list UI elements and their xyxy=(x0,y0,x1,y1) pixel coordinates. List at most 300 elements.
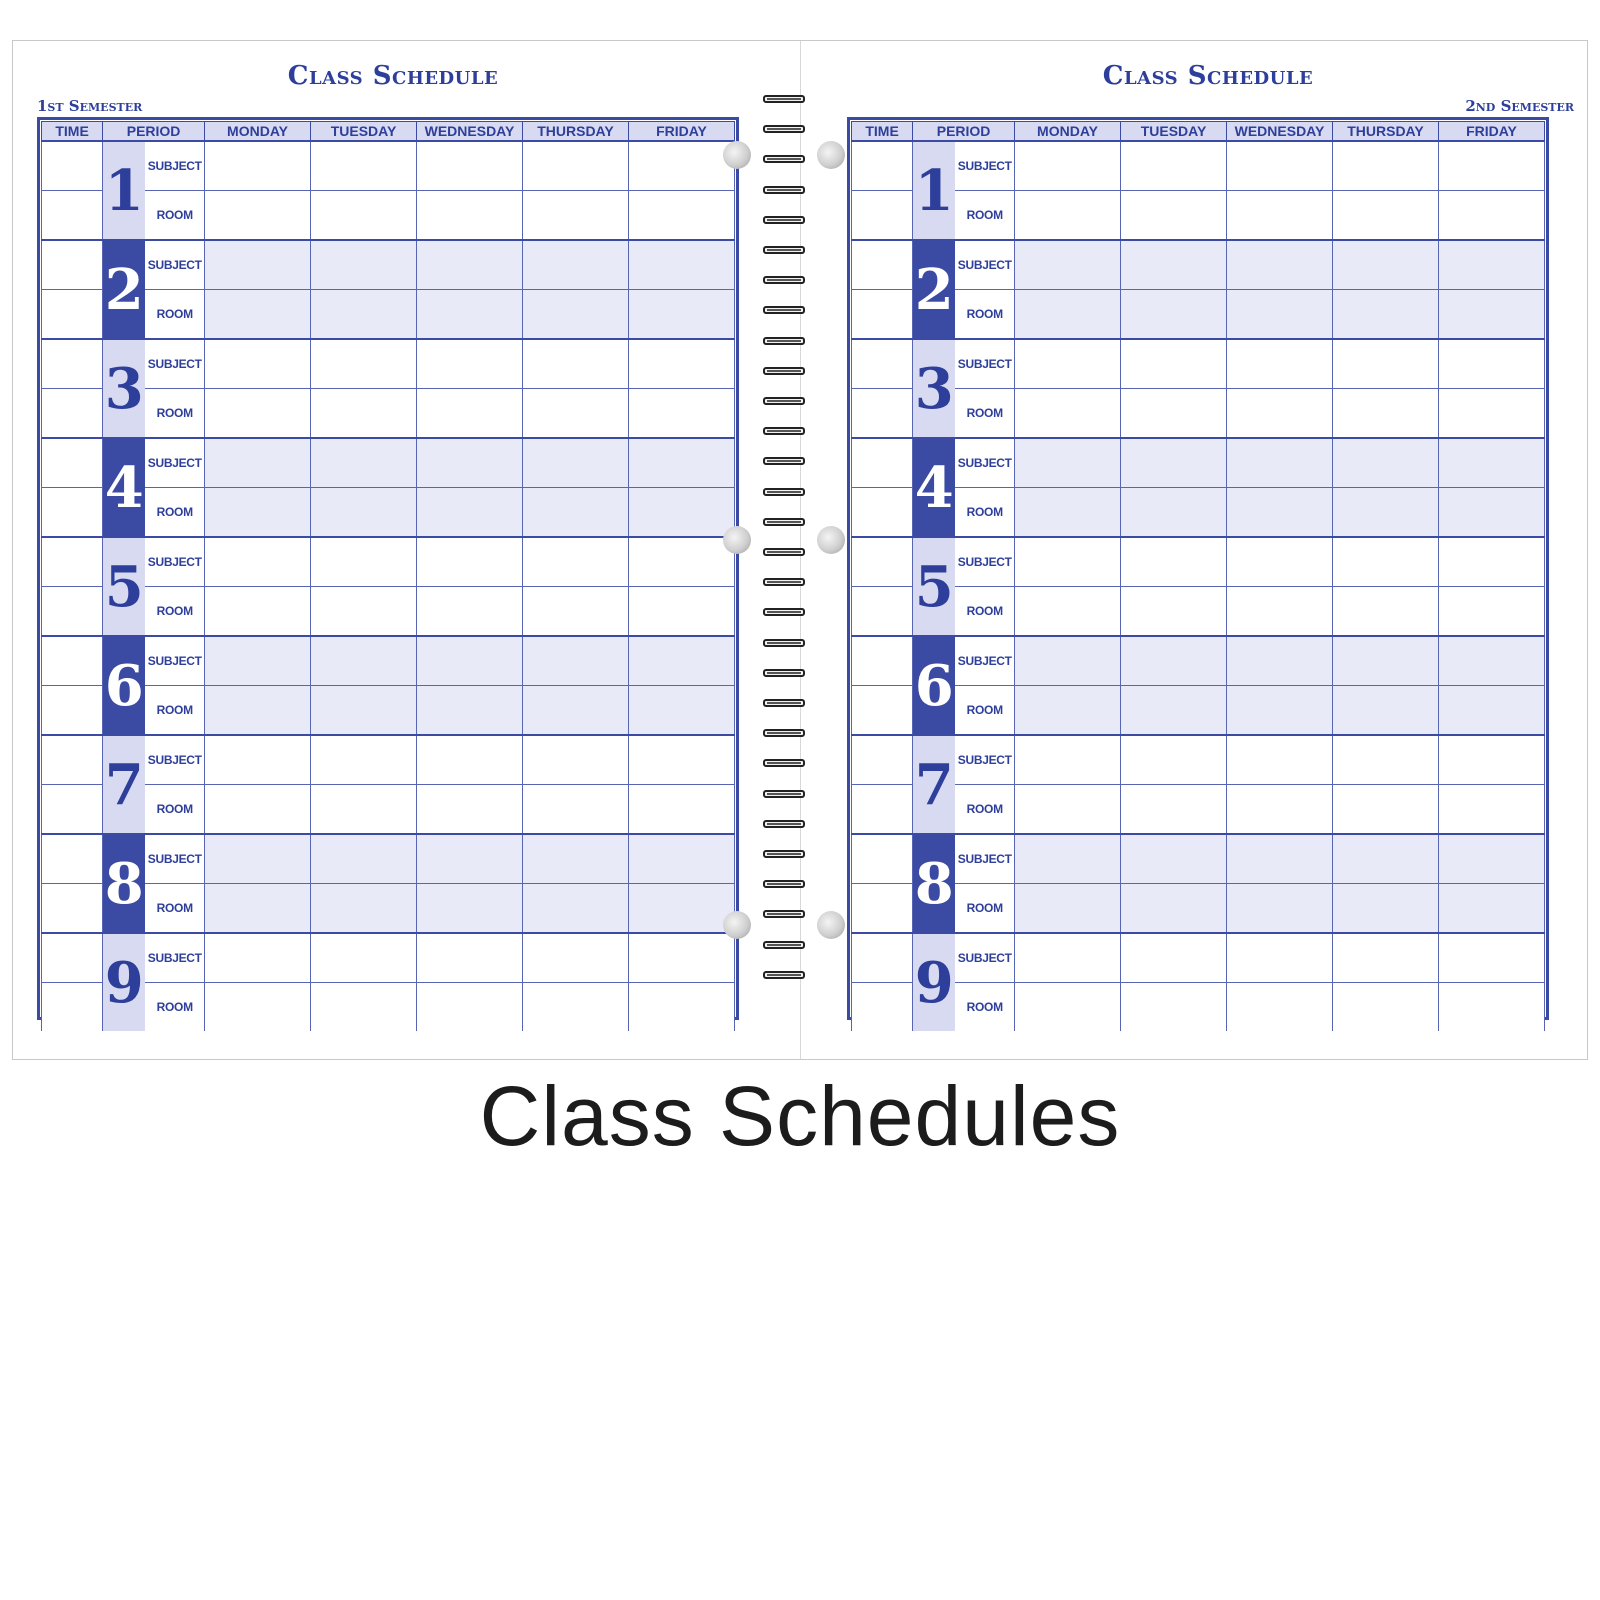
period-number: 8 xyxy=(103,834,146,933)
spiral-binding xyxy=(761,93,807,993)
subject-entry-cell[interactable] xyxy=(1332,834,1438,884)
subject-entry-cell[interactable] xyxy=(417,141,523,191)
room-entry-cell[interactable] xyxy=(1332,290,1438,340)
room-entry-cell[interactable] xyxy=(1227,488,1333,538)
subject-entry-cell[interactable] xyxy=(1438,933,1544,983)
room-entry-cell[interactable] xyxy=(522,983,628,1032)
room-entry-cell[interactable] xyxy=(417,389,523,439)
time-cell[interactable] xyxy=(852,290,913,340)
subject-entry-cell[interactable] xyxy=(1438,339,1544,389)
punch-hole xyxy=(723,141,751,169)
room-entry-cell[interactable] xyxy=(1121,785,1227,835)
subject-label: SUBJECT xyxy=(955,339,1014,389)
time-cell[interactable] xyxy=(42,191,103,241)
spiral-coil xyxy=(761,969,807,981)
room-entry-cell[interactable] xyxy=(205,290,311,340)
subject-entry-cell[interactable] xyxy=(205,933,311,983)
room-entry-cell[interactable] xyxy=(1121,191,1227,241)
room-entry-cell[interactable] xyxy=(1438,686,1544,736)
room-entry-cell[interactable] xyxy=(522,290,628,340)
time-cell[interactable] xyxy=(852,488,913,538)
spiral-coil xyxy=(761,304,807,316)
subject-entry-cell[interactable] xyxy=(417,240,523,290)
subject-entry-cell[interactable] xyxy=(1227,339,1333,389)
room-entry-cell[interactable] xyxy=(1332,686,1438,736)
room-entry-cell[interactable] xyxy=(1227,884,1333,934)
subject-entry-cell[interactable] xyxy=(417,636,523,686)
subject-entry-cell[interactable] xyxy=(205,834,311,884)
subject-label: SUBJECT xyxy=(955,141,1014,191)
time-cell[interactable] xyxy=(852,735,913,785)
subject-entry-cell[interactable] xyxy=(1438,141,1544,191)
time-cell[interactable] xyxy=(852,884,913,934)
subject-entry-cell[interactable] xyxy=(417,339,523,389)
room-entry-cell[interactable] xyxy=(1332,587,1438,637)
subject-entry-cell[interactable] xyxy=(1015,537,1121,587)
subject-entry-cell[interactable] xyxy=(1332,933,1438,983)
room-entry-cell[interactable] xyxy=(417,587,523,637)
period-row xyxy=(852,686,1545,736)
subject-entry-cell[interactable] xyxy=(1015,933,1121,983)
room-entry-cell[interactable] xyxy=(311,389,417,439)
room-entry-cell[interactable] xyxy=(1332,983,1438,1032)
subject-label: SUBJECT xyxy=(955,636,1014,686)
subject-entry-cell[interactable] xyxy=(1121,933,1227,983)
header-row xyxy=(42,122,735,142)
subject-entry-cell[interactable] xyxy=(522,537,628,587)
subject-entry-cell[interactable] xyxy=(311,240,417,290)
room-entry-cell[interactable] xyxy=(1438,587,1544,637)
subject-entry-cell[interactable] xyxy=(522,141,628,191)
spiral-coil xyxy=(761,486,807,498)
column-header: FRIDAY xyxy=(628,122,734,142)
subject-entry-cell[interactable] xyxy=(1121,438,1227,488)
subject-label: SUBJECT xyxy=(955,537,1014,587)
time-cell[interactable] xyxy=(42,537,103,587)
room-entry-cell[interactable] xyxy=(1227,191,1333,241)
room-entry-cell[interactable] xyxy=(1227,686,1333,736)
time-cell[interactable] xyxy=(42,834,103,884)
period-row xyxy=(42,389,735,439)
subject-entry-cell[interactable] xyxy=(1332,339,1438,389)
room-entry-cell[interactable] xyxy=(1332,488,1438,538)
room-entry-cell[interactable] xyxy=(205,488,311,538)
room-entry-cell[interactable] xyxy=(522,785,628,835)
period-row xyxy=(42,735,735,785)
room-entry-cell[interactable] xyxy=(1015,587,1121,637)
room-entry-cell[interactable] xyxy=(1015,389,1121,439)
room-entry-cell[interactable] xyxy=(1438,389,1544,439)
subject-entry-cell[interactable] xyxy=(205,735,311,785)
subject-entry-cell[interactable] xyxy=(311,339,417,389)
time-cell[interactable] xyxy=(852,438,913,488)
room-entry-cell[interactable] xyxy=(205,785,311,835)
room-label: ROOM xyxy=(145,389,204,439)
subject-entry-cell[interactable] xyxy=(522,636,628,686)
room-entry-cell[interactable] xyxy=(1227,389,1333,439)
room-entry-cell[interactable] xyxy=(311,785,417,835)
room-entry-cell[interactable] xyxy=(1438,785,1544,835)
subject-entry-cell[interactable] xyxy=(1121,339,1227,389)
room-entry-cell[interactable] xyxy=(522,389,628,439)
subject-entry-cell[interactable] xyxy=(1015,438,1121,488)
time-cell[interactable] xyxy=(852,983,913,1032)
room-entry-cell[interactable] xyxy=(1121,983,1227,1032)
room-entry-cell[interactable] xyxy=(1227,983,1333,1032)
period-number: 5 xyxy=(103,537,146,636)
subject-entry-cell[interactable] xyxy=(628,933,734,983)
time-cell[interactable] xyxy=(42,389,103,439)
planner-spread xyxy=(12,40,1588,1060)
subject-entry-cell[interactable] xyxy=(311,834,417,884)
room-entry-cell[interactable] xyxy=(1227,290,1333,340)
subject-entry-cell[interactable] xyxy=(1015,636,1121,686)
subject-label: SUBJECT xyxy=(145,834,204,884)
period-row xyxy=(852,290,1545,340)
room-entry-cell[interactable] xyxy=(205,884,311,934)
period-row xyxy=(852,389,1545,439)
room-entry-cell[interactable] xyxy=(311,488,417,538)
column-header: WEDNESDAY xyxy=(1227,122,1333,142)
room-label: ROOM xyxy=(145,290,204,340)
time-cell[interactable] xyxy=(42,785,103,835)
time-cell[interactable] xyxy=(852,785,913,835)
subject-entry-cell[interactable] xyxy=(417,735,523,785)
spiral-coil xyxy=(761,818,807,830)
room-label: ROOM xyxy=(145,785,204,835)
room-entry-cell[interactable] xyxy=(205,389,311,439)
time-cell[interactable] xyxy=(42,240,103,290)
room-entry-cell[interactable] xyxy=(1332,191,1438,241)
subject-entry-cell[interactable] xyxy=(1438,636,1544,686)
spiral-coil xyxy=(761,425,807,437)
subject-entry-cell[interactable] xyxy=(1332,141,1438,191)
time-cell[interactable] xyxy=(852,339,913,389)
subject-entry-cell[interactable] xyxy=(1438,240,1544,290)
time-cell[interactable] xyxy=(42,290,103,340)
spiral-coil xyxy=(761,335,807,347)
spiral-coil xyxy=(761,395,807,407)
subject-entry-cell[interactable] xyxy=(1015,141,1121,191)
period-number: 6 xyxy=(913,636,956,735)
room-entry-cell[interactable] xyxy=(1332,389,1438,439)
subject-entry-cell[interactable] xyxy=(628,141,734,191)
spiral-coil xyxy=(761,637,807,649)
period-row xyxy=(852,537,1545,587)
subject-entry-cell[interactable] xyxy=(1438,537,1544,587)
column-header: THURSDAY xyxy=(1332,122,1438,142)
time-cell[interactable] xyxy=(852,636,913,686)
subject-entry-cell[interactable] xyxy=(628,240,734,290)
subject-entry-cell[interactable] xyxy=(311,636,417,686)
room-entry-cell[interactable] xyxy=(1121,389,1227,439)
room-entry-cell[interactable] xyxy=(1227,587,1333,637)
period-row xyxy=(42,191,735,241)
room-label: ROOM xyxy=(955,389,1014,439)
subject-entry-cell[interactable] xyxy=(522,339,628,389)
semester-label: 2nd Semester xyxy=(1465,97,1574,115)
subject-entry-cell[interactable] xyxy=(1227,636,1333,686)
period-number: 1 xyxy=(913,141,956,240)
room-entry-cell[interactable] xyxy=(1015,488,1121,538)
room-entry-cell[interactable] xyxy=(1332,785,1438,835)
period-row xyxy=(42,785,735,835)
subject-entry-cell[interactable] xyxy=(1121,735,1227,785)
room-entry-cell[interactable] xyxy=(1438,290,1544,340)
room-entry-cell[interactable] xyxy=(628,488,734,538)
room-entry-cell[interactable] xyxy=(628,983,734,1032)
time-cell[interactable] xyxy=(42,339,103,389)
subject-entry-cell[interactable] xyxy=(1121,240,1227,290)
subject-entry-cell[interactable] xyxy=(522,735,628,785)
time-cell[interactable] xyxy=(42,636,103,686)
room-entry-cell[interactable] xyxy=(417,686,523,736)
room-entry-cell[interactable] xyxy=(628,389,734,439)
room-entry-cell[interactable] xyxy=(205,983,311,1032)
subject-entry-cell[interactable] xyxy=(205,141,311,191)
period-number: 2 xyxy=(103,240,146,339)
subject-entry-cell[interactable] xyxy=(1015,339,1121,389)
time-cell[interactable] xyxy=(852,191,913,241)
column-header: PERIOD xyxy=(913,122,1015,142)
room-entry-cell[interactable] xyxy=(628,884,734,934)
room-entry-cell[interactable] xyxy=(417,785,523,835)
subject-entry-cell[interactable] xyxy=(205,339,311,389)
room-entry-cell[interactable] xyxy=(1438,488,1544,538)
schedule-grid-frame xyxy=(847,117,1549,1020)
room-entry-cell[interactable] xyxy=(1227,785,1333,835)
time-cell[interactable] xyxy=(852,834,913,884)
room-label: ROOM xyxy=(955,785,1014,835)
room-entry-cell[interactable] xyxy=(205,191,311,241)
room-entry-cell[interactable] xyxy=(1438,884,1544,934)
left-page xyxy=(13,41,773,1059)
period-row xyxy=(852,438,1545,488)
room-entry-cell[interactable] xyxy=(417,191,523,241)
subject-entry-cell[interactable] xyxy=(205,636,311,686)
time-cell[interactable] xyxy=(852,537,913,587)
subject-entry-cell[interactable] xyxy=(1227,834,1333,884)
room-entry-cell[interactable] xyxy=(1121,587,1227,637)
period-row xyxy=(852,587,1545,637)
subject-entry-cell[interactable] xyxy=(417,438,523,488)
room-entry-cell[interactable] xyxy=(205,686,311,736)
subject-entry-cell[interactable] xyxy=(1015,240,1121,290)
spiral-coil xyxy=(761,908,807,920)
subject-entry-cell[interactable] xyxy=(417,834,523,884)
subject-entry-cell[interactable] xyxy=(1015,735,1121,785)
time-cell[interactable] xyxy=(42,686,103,736)
room-entry-cell[interactable] xyxy=(417,488,523,538)
room-entry-cell[interactable] xyxy=(311,983,417,1032)
room-entry-cell[interactable] xyxy=(628,587,734,637)
subject-entry-cell[interactable] xyxy=(628,834,734,884)
room-entry-cell[interactable] xyxy=(628,191,734,241)
right-page xyxy=(828,41,1588,1059)
room-entry-cell[interactable] xyxy=(1438,191,1544,241)
room-entry-cell[interactable] xyxy=(417,290,523,340)
subject-entry-cell[interactable] xyxy=(1227,933,1333,983)
period-row xyxy=(852,933,1545,983)
subject-entry-cell[interactable] xyxy=(1227,735,1333,785)
subject-entry-cell[interactable] xyxy=(311,933,417,983)
subject-entry-cell[interactable] xyxy=(1121,834,1227,884)
room-entry-cell[interactable] xyxy=(522,191,628,241)
period-number: 8 xyxy=(913,834,956,933)
subject-entry-cell[interactable] xyxy=(1438,735,1544,785)
room-entry-cell[interactable] xyxy=(1015,983,1121,1032)
subject-entry-cell[interactable] xyxy=(417,537,523,587)
period-row xyxy=(852,488,1545,538)
subject-entry-cell[interactable] xyxy=(1438,834,1544,884)
room-entry-cell[interactable] xyxy=(522,488,628,538)
spiral-coil xyxy=(761,455,807,467)
subject-entry-cell[interactable] xyxy=(628,636,734,686)
subject-entry-cell[interactable] xyxy=(522,933,628,983)
subject-entry-cell[interactable] xyxy=(311,141,417,191)
time-cell[interactable] xyxy=(852,141,913,191)
room-entry-cell[interactable] xyxy=(311,884,417,934)
room-entry-cell[interactable] xyxy=(417,983,523,1032)
room-label: ROOM xyxy=(955,488,1014,538)
period-number: 6 xyxy=(103,636,146,735)
spiral-coil xyxy=(761,123,807,135)
subject-entry-cell[interactable] xyxy=(1332,537,1438,587)
time-cell[interactable] xyxy=(42,141,103,191)
column-header: MONDAY xyxy=(1015,122,1121,142)
period-row xyxy=(42,983,735,1032)
subject-entry-cell[interactable] xyxy=(1227,438,1333,488)
room-entry-cell[interactable] xyxy=(1015,191,1121,241)
time-cell[interactable] xyxy=(852,686,913,736)
spiral-coil xyxy=(761,365,807,377)
subject-entry-cell[interactable] xyxy=(1332,438,1438,488)
subject-entry-cell[interactable] xyxy=(1227,537,1333,587)
time-cell[interactable] xyxy=(42,933,103,983)
room-label: ROOM xyxy=(145,587,204,637)
spiral-coil xyxy=(761,184,807,196)
room-entry-cell[interactable] xyxy=(417,884,523,934)
time-cell[interactable] xyxy=(42,735,103,785)
period-row xyxy=(852,834,1545,884)
subject-entry-cell[interactable] xyxy=(522,834,628,884)
subject-entry-cell[interactable] xyxy=(628,339,734,389)
time-cell[interactable] xyxy=(852,389,913,439)
room-entry-cell[interactable] xyxy=(1015,785,1121,835)
room-entry-cell[interactable] xyxy=(1015,290,1121,340)
spiral-coil xyxy=(761,546,807,558)
spiral-coil xyxy=(761,757,807,769)
room-label: ROOM xyxy=(145,983,204,1032)
spiral-coil xyxy=(761,93,807,105)
spiral-coil xyxy=(761,516,807,528)
subject-entry-cell[interactable] xyxy=(522,240,628,290)
time-cell[interactable] xyxy=(42,438,103,488)
subject-entry-cell[interactable] xyxy=(1121,141,1227,191)
subject-entry-cell[interactable] xyxy=(628,438,734,488)
subject-entry-cell[interactable] xyxy=(1121,537,1227,587)
room-entry-cell[interactable] xyxy=(1121,884,1227,934)
subject-label: SUBJECT xyxy=(145,240,204,290)
room-entry-cell[interactable] xyxy=(1332,884,1438,934)
room-entry-cell[interactable] xyxy=(205,587,311,637)
room-entry-cell[interactable] xyxy=(628,686,734,736)
room-entry-cell[interactable] xyxy=(311,686,417,736)
period-row xyxy=(42,488,735,538)
subject-entry-cell[interactable] xyxy=(628,537,734,587)
subject-label: SUBJECT xyxy=(955,933,1014,983)
subject-entry-cell[interactable] xyxy=(205,438,311,488)
room-entry-cell[interactable] xyxy=(522,587,628,637)
time-cell[interactable] xyxy=(42,983,103,1032)
room-label: ROOM xyxy=(955,884,1014,934)
period-row xyxy=(852,339,1545,389)
subject-entry-cell[interactable] xyxy=(205,537,311,587)
subject-entry-cell[interactable] xyxy=(628,735,734,785)
room-entry-cell[interactable] xyxy=(1015,884,1121,934)
period-row xyxy=(852,884,1545,934)
room-label: ROOM xyxy=(955,587,1014,637)
period-row xyxy=(42,290,735,340)
time-cell[interactable] xyxy=(42,587,103,637)
room-entry-cell[interactable] xyxy=(1121,488,1227,538)
subject-entry-cell[interactable] xyxy=(311,438,417,488)
room-entry-cell[interactable] xyxy=(311,191,417,241)
subject-entry-cell[interactable] xyxy=(417,933,523,983)
page-title: Class Schedule xyxy=(1102,61,1314,91)
subject-entry-cell[interactable] xyxy=(311,735,417,785)
subject-entry-cell[interactable] xyxy=(1332,636,1438,686)
subject-entry-cell[interactable] xyxy=(1438,438,1544,488)
period-row xyxy=(42,834,735,884)
room-entry-cell[interactable] xyxy=(1438,983,1544,1032)
subject-entry-cell[interactable] xyxy=(522,438,628,488)
room-entry-cell[interactable] xyxy=(628,290,734,340)
subject-entry-cell[interactable] xyxy=(1015,834,1121,884)
room-entry-cell[interactable] xyxy=(311,587,417,637)
subject-entry-cell[interactable] xyxy=(1227,240,1333,290)
time-cell[interactable] xyxy=(42,488,103,538)
room-entry-cell[interactable] xyxy=(1121,290,1227,340)
room-entry-cell[interactable] xyxy=(311,290,417,340)
subject-entry-cell[interactable] xyxy=(311,537,417,587)
room-entry-cell[interactable] xyxy=(1015,686,1121,736)
subject-entry-cell[interactable] xyxy=(1332,240,1438,290)
period-row xyxy=(852,636,1545,686)
time-cell[interactable] xyxy=(852,240,913,290)
room-entry-cell[interactable] xyxy=(522,884,628,934)
subject-entry-cell[interactable] xyxy=(1227,141,1333,191)
time-cell[interactable] xyxy=(852,587,913,637)
room-entry-cell[interactable] xyxy=(522,686,628,736)
subject-entry-cell[interactable] xyxy=(1121,636,1227,686)
room-label: ROOM xyxy=(145,191,204,241)
spiral-coil xyxy=(761,667,807,679)
spiral-coil xyxy=(761,848,807,860)
column-header: TIME xyxy=(852,122,913,142)
room-entry-cell[interactable] xyxy=(1121,686,1227,736)
column-header: TIME xyxy=(42,122,103,142)
room-entry-cell[interactable] xyxy=(628,785,734,835)
time-cell[interactable] xyxy=(42,884,103,934)
subject-label: SUBJECT xyxy=(145,735,204,785)
period-row xyxy=(852,785,1545,835)
column-header: MONDAY xyxy=(205,122,311,142)
period-number: 7 xyxy=(103,735,146,834)
time-cell[interactable] xyxy=(852,933,913,983)
subject-entry-cell[interactable] xyxy=(1332,735,1438,785)
subject-entry-cell[interactable] xyxy=(205,240,311,290)
